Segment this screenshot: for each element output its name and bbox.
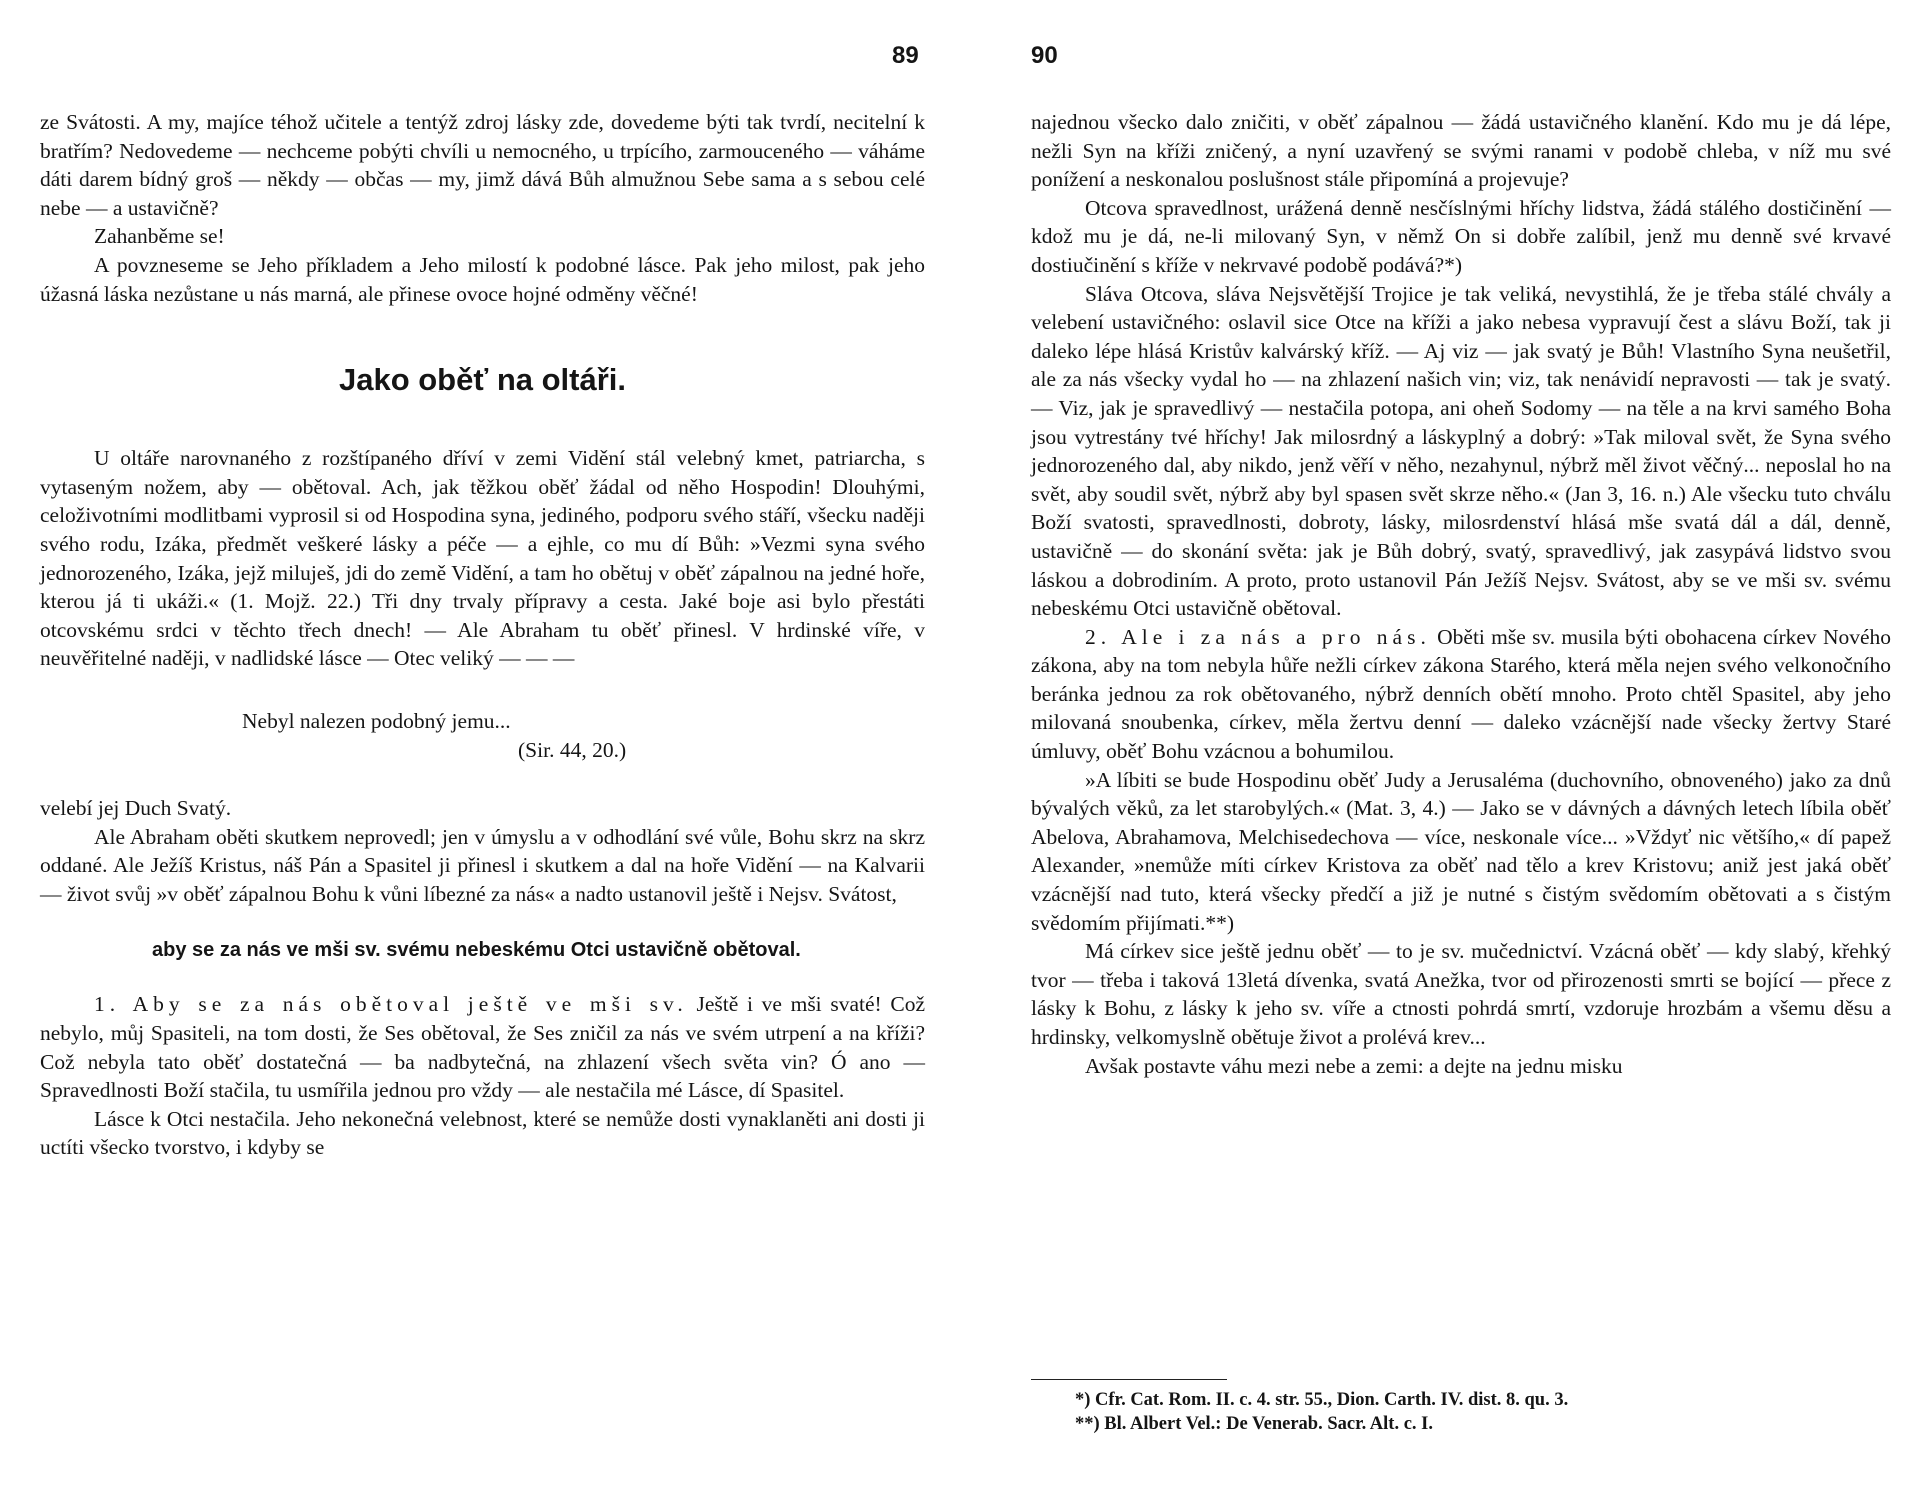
right-page	[1031, 0, 1891, 1500]
footnote: **) Bl. Albert Vel.: De Venerab. Sacr. Alt. c. I.	[1075, 1414, 1434, 1434]
paragraph: A povzneseme se Jeho příkladem a Jeho milostí k podobné lásce. Pak jeho milost, pak jeho úžasná láska nezůstane u nás marná, ale přinese ovoce hojné odměny věčné!	[40, 252, 925, 306]
paragraph: velebí jej Duch Svatý.	[40, 796, 232, 821]
left-page	[40, 0, 925, 1500]
numbered-paragraph	[1031, 623, 1891, 766]
page-number-right: 90	[1031, 42, 1058, 69]
bold-subheading: aby se za nás ve mši sv. svému nebeskému Otci ustavičně obětoval.	[152, 939, 801, 962]
paragraph: ze Svátosti. A my, majíce téhož učitele a tentýž zdroj lásky zde, dovedeme býti tak tvrdí, necitelní k bratřím? Nedovedeme — nechceme pobýti chvíli u nemocného, u trpícího, zarmouceného — váháme dáti darem bídný groš — někdy — občas — my, jimž dává Bůh almužnou Sebe sama a s sebou celé nebe — a ustavičně?	[40, 110, 925, 220]
paragraph-text: Oběti mše sv. musila býti obohacena církev Nového zákona, aby na tom nebyla hůře nežli církev zákona Starého, která měla nejen svého velkonočního beránka jednou za rok obětovaného, nýbrž denních obětí mnoho. Proto chtěl Spasitel, aby jeho milovaná snoubenka, církev, měla žertvu denní — daleko vzácnější nade všecky žertvy Staré úmluvy, oběť Bohu vzácnou a bohumilou.	[1031, 624, 1892, 764]
numbered-paragraph	[40, 990, 925, 1104]
paragraph-text: Ještě i ve mši svaté! Což nebylo, můj Spasiteli, na tom dosti, že Ses obětoval, že Ses zničil za nás ve svém utrpení a na kříži? Což nebyla tato oběť dostatečná — ba nadbytečná, na zhlazení všech světa vin? Ó ano — Spravedlnosti Boží stačila, tu usmířila jednou pro vždy — ale nestačila mé Lásce, dí Spasitel.	[40, 992, 926, 1103]
paragraph: Lásce k Otci nestačila. Jeho nekonečná velebnost, které se nemůže dosti vynaklaněti ani dosti ji uctíti všecko tvorstvo, i kdyby se	[40, 1106, 925, 1160]
scripture-quote	[40, 707, 925, 764]
page-number-left: 89	[892, 42, 919, 69]
footnotes	[1075, 1388, 1891, 1436]
paragraph: »A líbiti se bude Hospodinu oběť Judy a Jerusaléma (duchovního, obnoveného) jako za dnů bývalých věků, za let starobylých.« (Mat. 3, 4.) — Jako se v dávných a dávných letech líbila oběť Abelova, Abrahamova, Melchisedechova — více, neskonale více... »Vždyť nic většího,« dí papež Alexander, »nemůže míti církev Kristova za oběť nad tělo a krev Kristovu; aniž jest jaká oběť vzácnější nad tuto, která všecky předčí a již je nutné s čistým svědomím obětovati a s čistým svědomím přijímati.**)	[1031, 767, 1891, 935]
paragraph: najednou všecko dalo zničiti, v oběť zápalnou — žádá ustavičného klanění. Kdo mu je dá lépe, nežli Syn na kříži zničený, a nyní uzavřený se svými ranami v podobě chleba, v níž mu své ponížení a neskonalou poslušnost stále připomíná a projevuje?	[1031, 110, 1891, 192]
left-page-body	[40, 108, 925, 1162]
footnote: *) Cfr. Cat. Rom. II. c. 4. str. 55., Dion. Carth. IV. dist. 8. qu. 3.	[1075, 1390, 1569, 1410]
section-heading: Jako oběť na oltáři.	[338, 362, 627, 398]
right-page-body	[1031, 108, 1891, 1080]
paragraph: Otcova spravedlnost, urážená denně nesčíslnými hříchy lidstva, žádá stálého dostičinění — kdož mu je dá, ne-li milovaný Syn, v němž On si dobře zalíbil, jenž mu denně své krvavé dostiučinění s kříže v nekrvavé podobě podává?*)	[1031, 195, 1891, 277]
quote-reference: (Sir. 44, 20.)	[518, 737, 627, 762]
paragraph: U oltáře narovnaného z rozštípaného dříví v zemi Vidění stál velebný kmet, patriarcha, s vytaseným nožem, aby — obětoval. Ach, jak těžkou oběť žádal od něho Hospodin! Dlouhými, celoživotními modlitbami vyprosil si od Hospodina syna, jediného, podporu svého stáří, všecku naději svého rodu, Izáka, předmět veškeré lásky a péče — a ejhle, co mu dí Bůh: »Vezmi syna svého jednorozeného, Izáka, jejž miluješ, jdi do země Vidění, a tam ho obětuj v oběť zápalnou na jedné hoře, kterou já ti ukáži.« (1. Mojž. 22.) Tři dny trvaly přípravy a cesta. Jaké boje asi bylo přestáti otcovskému srdci v těchto třech dnech! — Ale Abraham tu oběť přinesl. V hrdinské víře, v neuvěřitelné naději, v nadlidské lásce — Otec veliký — — —	[40, 446, 925, 671]
paragraph: Ale Abraham oběti skutkem neprovedl; jen v úmyslu a v odhodlání své vůle, Bohu skrz na skrz oddané. Ale Ježíš Kristus, náš Pán a Spasitel ji přinesl i skutkem a dal na hoře Vidění — na Kalvarii — život svůj »v oběť zápalnou Bohu k vůni líbezné za nás« a nadto ustanovil ještě i Nejsv. Svátost,	[40, 824, 925, 906]
quote-line: Nebyl nalezen podobný jemu...	[242, 708, 511, 733]
paragraph: Avšak postavte váhu mezi nebe a zemi: a dejte na jednu misku	[1085, 1053, 1623, 1078]
paragraph: Má církev sice ještě jednu oběť — to je sv. mučednictví. Vzácná oběť — kdy slabý, křehký tvor — třeba i taková 13letá dívenka, svatá Anežka, tvor od přirozenosti smrti se bojící — přece z lásky k Bohu, z lásky k jeho sv. víře a ctnosti pohrdá smrtí, vzdoruje hrozbám a všemu děsu a hrdinsky, velkomyslně obětuje život a prolévá krev...	[1031, 939, 1891, 1049]
paragraph: Zahanběme se!	[94, 224, 225, 249]
spaced-lead-in: 1. Aby se za nás obětoval ještě ve mši sv.	[94, 992, 688, 1017]
paragraph: Sláva Otcova, sláva Nejsvětější Trojice je tak veliká, nevystihlá, že je třeba stálé chvály a velebení ustavičného: oslavil sice Otce na kříži a jako nebesa vypravují čest a slávu Boží, tak ji daleko lépe hlásá Kristův kalvárský kříž. — Aj viz — jak svatý je Bůh! Vlastního Syna neušetřil, ale za nás všecky vydal ho — na zhlazení našich vin; viz, tak nenávidí nepravosti — tak je svatý. — Viz, jak je spravedlivý — nestačila potopa, ani oheň Sodomy — na těle a na krvi samého Boha jsou vytrestány tvé hříchy! Jak milosrdný a láskyplný a dobrý: »Tak miloval svět, že Syna svého jednorozeného dal, aby nikdo, jenž věří v něho, nezahynul, nýbrž měl život věčný... neposlal ho na svět, aby soudil svět, nýbrž aby byl spasen svět skrze něho.« (Jan 3, 16. n.) Ale všecku tuto chválu Boží svatosti, spravedlnosti, dobroty, lásky, milosrdenství hlásá mše svatá dál a dál, denně, ustavičně — do skonání světa: jak je Bůh dobrý, svatý, spravedlivý, jak zasypává lidstvo svou láskou a dobrodiním. A proto, proto ustanovil Pán Ježíš Nejsv. Svátost, aby se ve mši sv. svému nebeskému Otci ustavičně obětoval.	[1031, 281, 1891, 621]
spaced-lead-in: 2. Ale i za nás a pro nás.	[1085, 624, 1431, 649]
footnote-divider	[1031, 1379, 1227, 1380]
